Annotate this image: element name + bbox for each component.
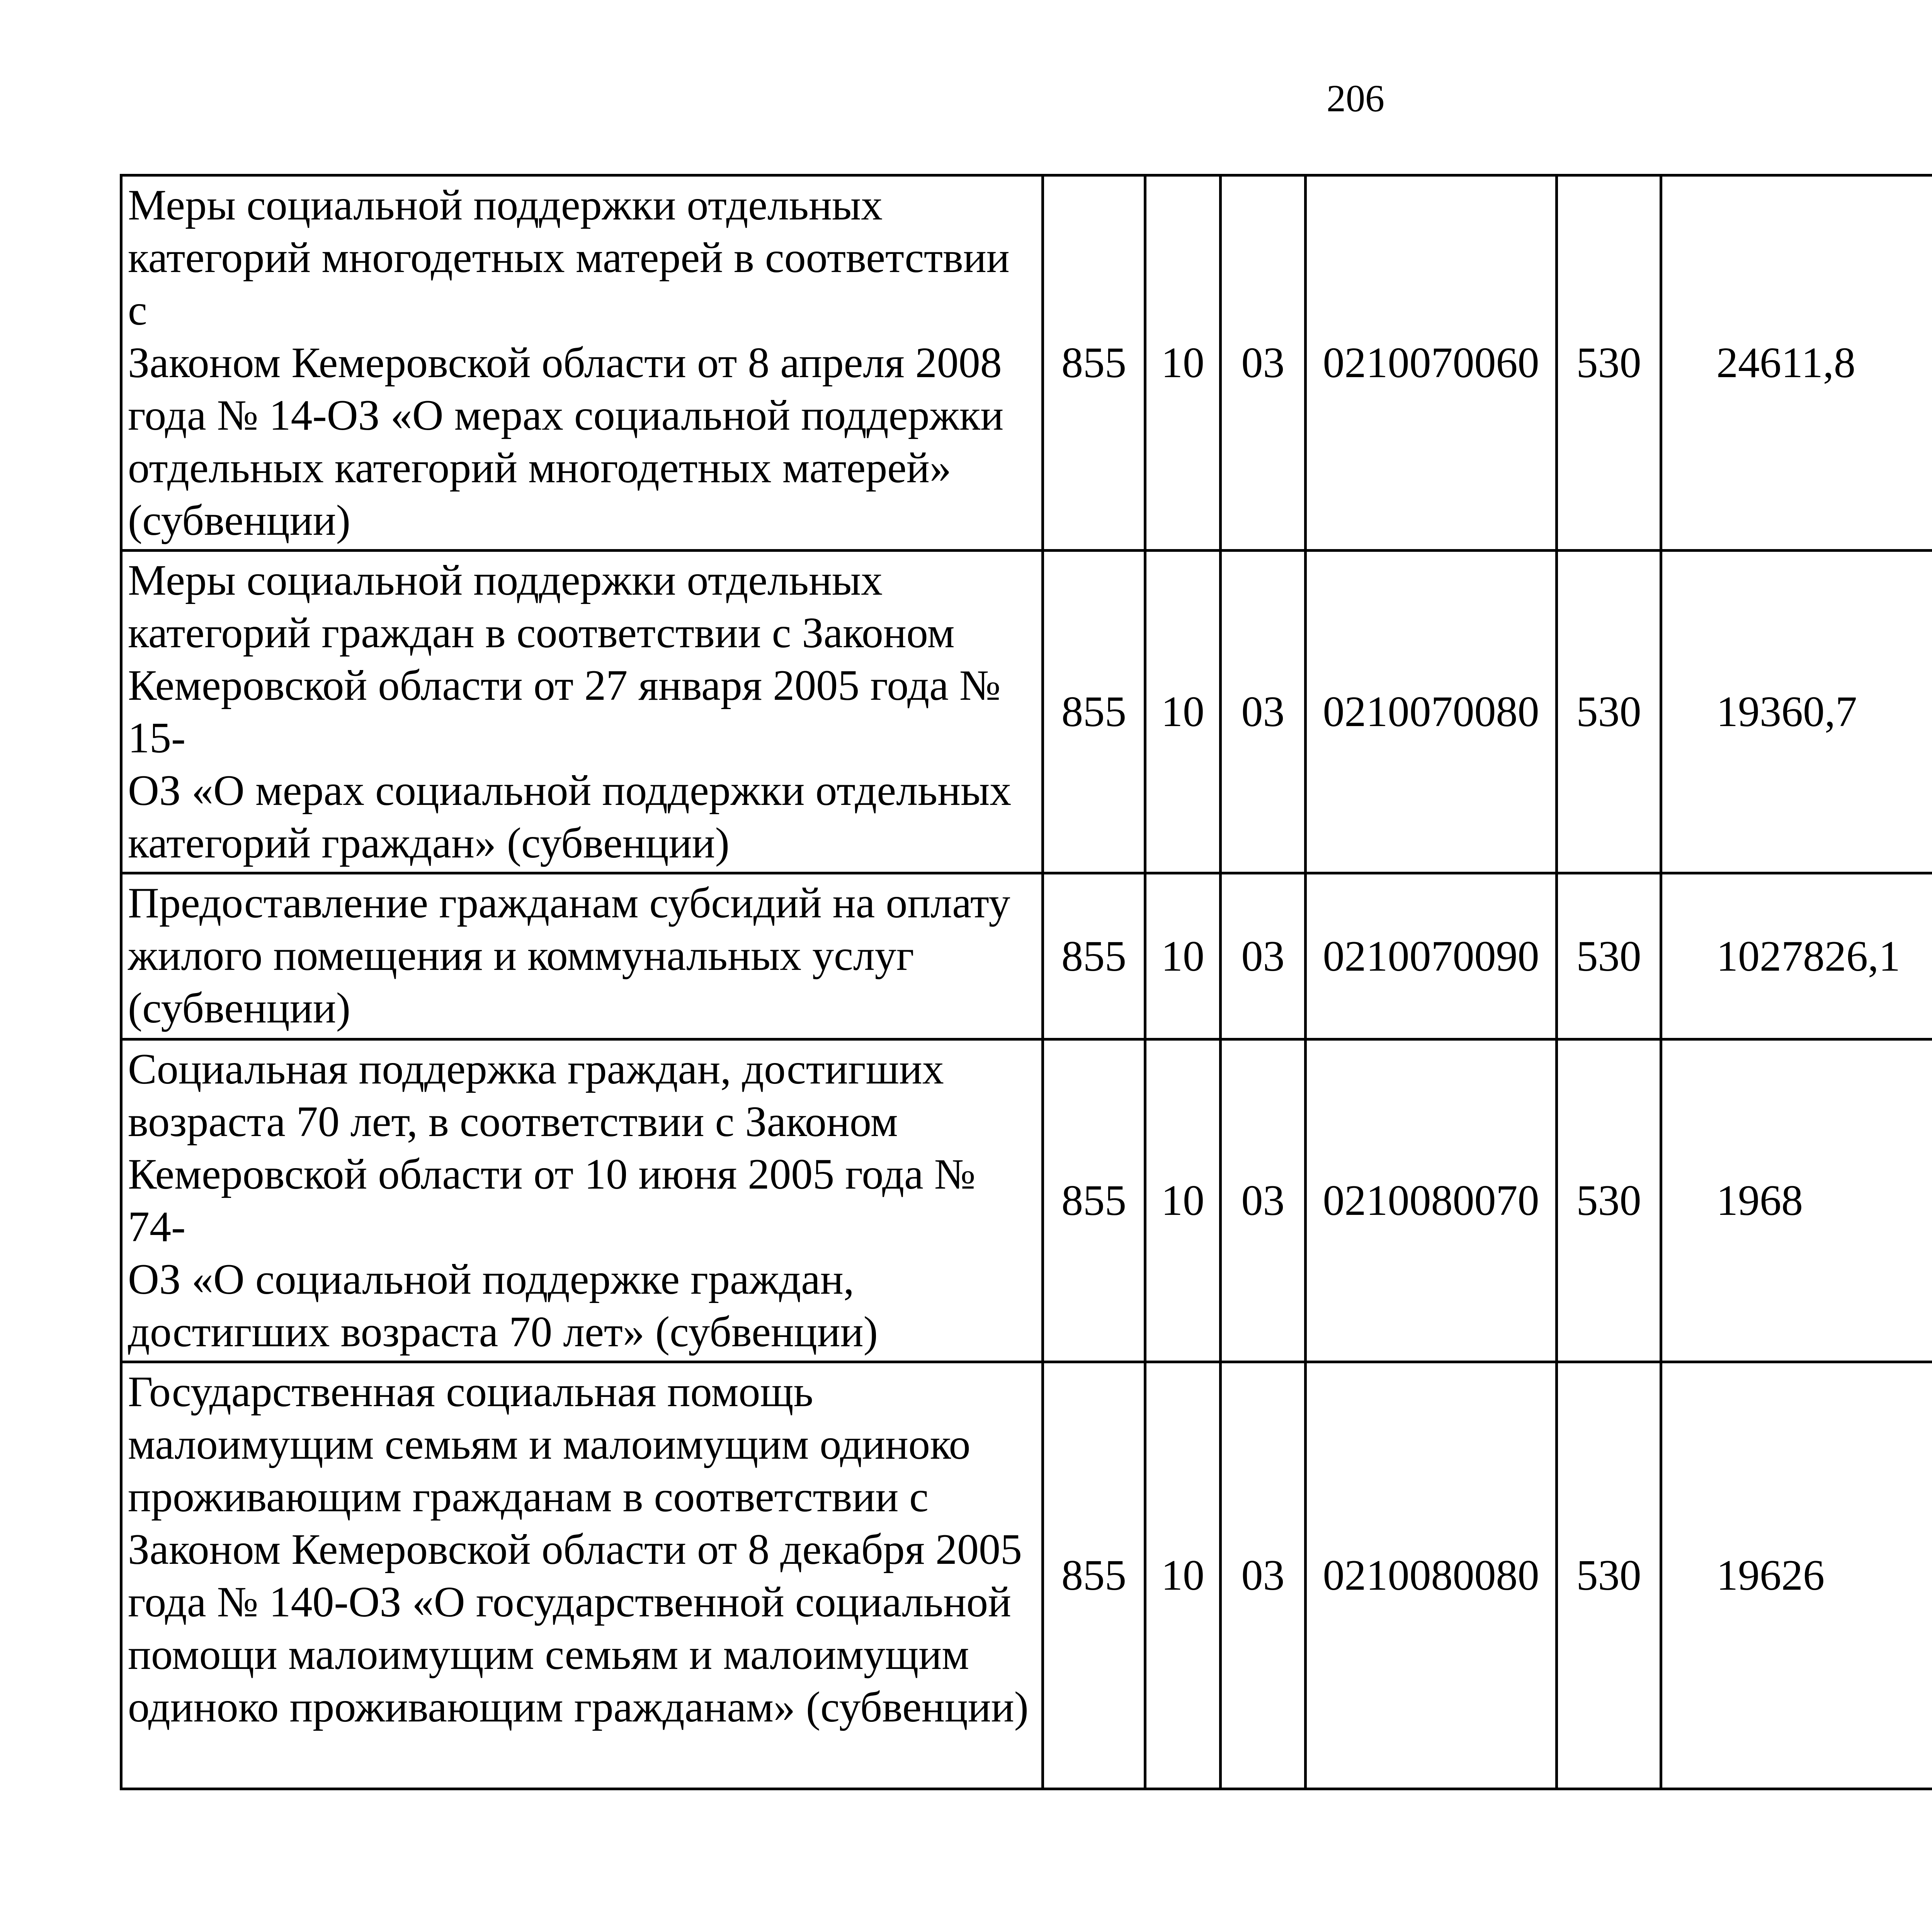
target-article-cell: 0210070080: [1306, 551, 1557, 873]
description-line: отдельных категорий многодетных матерей»: [128, 444, 951, 492]
target-article-cell: 0210080080: [1306, 1362, 1557, 1789]
description-cell: [121, 873, 1043, 1039]
expense-type-cell: 530: [1557, 873, 1661, 1039]
section-code-cell: 10: [1145, 873, 1221, 1039]
section-code-cell: 10: [1145, 1039, 1221, 1362]
table-row: [121, 873, 1932, 1039]
description-line: категорий граждан» (субвенции): [128, 819, 730, 867]
subsection-code-cell: 03: [1221, 175, 1306, 551]
amount-1-cell: 24611,8: [1661, 175, 1932, 551]
description-line: (субвенции): [128, 497, 351, 544]
description-line: Предоставление гражданам субсидий на оплату: [128, 879, 1010, 927]
section-code-cell: 10: [1145, 551, 1221, 873]
description-line: Меры социальной поддержки отдельных: [128, 556, 883, 604]
description-line: категорий граждан в соответствии с Законом: [128, 609, 955, 657]
amount-1-cell: 1968: [1661, 1039, 1932, 1362]
description-line: достигших возраста 70 лет» (субвенции): [128, 1308, 878, 1356]
description-line: Законом Кемеровской области от 8 апреля 2008: [128, 339, 1002, 387]
description-line: малоимущим семьям и малоимущим одиноко: [128, 1420, 971, 1468]
description-line: (субвенции): [128, 984, 351, 1032]
ministry-code-cell: 855: [1043, 1039, 1145, 1362]
description-line: помощи малоимущим семьям и малоимущим: [128, 1631, 969, 1679]
section-code-cell: 10: [1145, 1362, 1221, 1789]
description-line: Государственная социальная помощь: [128, 1368, 813, 1416]
amount-1-cell: 19360,7: [1661, 551, 1932, 873]
description-line: возраста 70 лет, в соответствии с Законом: [128, 1098, 898, 1146]
table-row: [121, 175, 1932, 551]
description-cell: [121, 1039, 1043, 1362]
target-article-cell: 0210070090: [1306, 873, 1557, 1039]
expense-type-cell: 530: [1557, 1362, 1661, 1789]
description-line: Меры социальной поддержки отдельных: [128, 181, 883, 229]
ministry-code-cell: 855: [1043, 175, 1145, 551]
expense-type-cell: 530: [1557, 175, 1661, 551]
description-line: ОЗ «О социальной поддержке граждан,: [128, 1255, 854, 1303]
target-article-cell: 0210070060: [1306, 175, 1557, 551]
subsection-code-cell: 03: [1221, 551, 1306, 873]
ministry-code-cell: 855: [1043, 1362, 1145, 1789]
description-line: ОЗ «О мерах социальной поддержки отдельных: [128, 767, 1012, 815]
description-line: Социальная поддержка граждан, достигших: [128, 1045, 944, 1093]
amount-1-cell: 1027826,1: [1661, 873, 1932, 1039]
description-line: Кемеровской области от 27 января 2005 года № 15-: [128, 662, 1001, 762]
subsection-code-cell: 03: [1221, 873, 1306, 1039]
subsection-code-cell: 03: [1221, 1039, 1306, 1362]
expense-type-cell: 530: [1557, 551, 1661, 873]
description-cell: [121, 175, 1043, 551]
description-cell: [121, 1362, 1043, 1789]
table-row: [121, 1039, 1932, 1362]
description-line: Законом Кемеровской области от 8 декабря 2005: [128, 1526, 1022, 1573]
ministry-code-cell: 855: [1043, 551, 1145, 873]
table-row: [121, 551, 1932, 873]
subsection-code-cell: 03: [1221, 1362, 1306, 1789]
description-cell: [121, 551, 1043, 873]
description-line: года № 14-ОЗ «О мерах социальной поддержки: [128, 391, 1004, 439]
section-code-cell: 10: [1145, 175, 1221, 551]
description-line: Кемеровской области от 10 июня 2005 года № 74-: [128, 1150, 976, 1251]
description-line: одиноко проживающим гражданам» (субвенции): [128, 1683, 1029, 1731]
table-row: [121, 1362, 1932, 1789]
description-line: категорий многодетных матерей в соответствии с: [128, 234, 1010, 334]
ministry-code-cell: 855: [1043, 873, 1145, 1039]
amount-1-cell: 19626: [1661, 1362, 1932, 1789]
page-number: 206: [1327, 77, 1384, 120]
description-line: проживающим гражданам в соответствии с: [128, 1473, 929, 1521]
description-line: года № 140-ОЗ «О государственной социальной: [128, 1578, 1011, 1626]
expense-type-cell: 530: [1557, 1039, 1661, 1362]
target-article-cell: 0210080070: [1306, 1039, 1557, 1362]
description-line: жилого помещения и коммунальных услуг: [128, 932, 914, 980]
budget-table: [120, 174, 1932, 1790]
